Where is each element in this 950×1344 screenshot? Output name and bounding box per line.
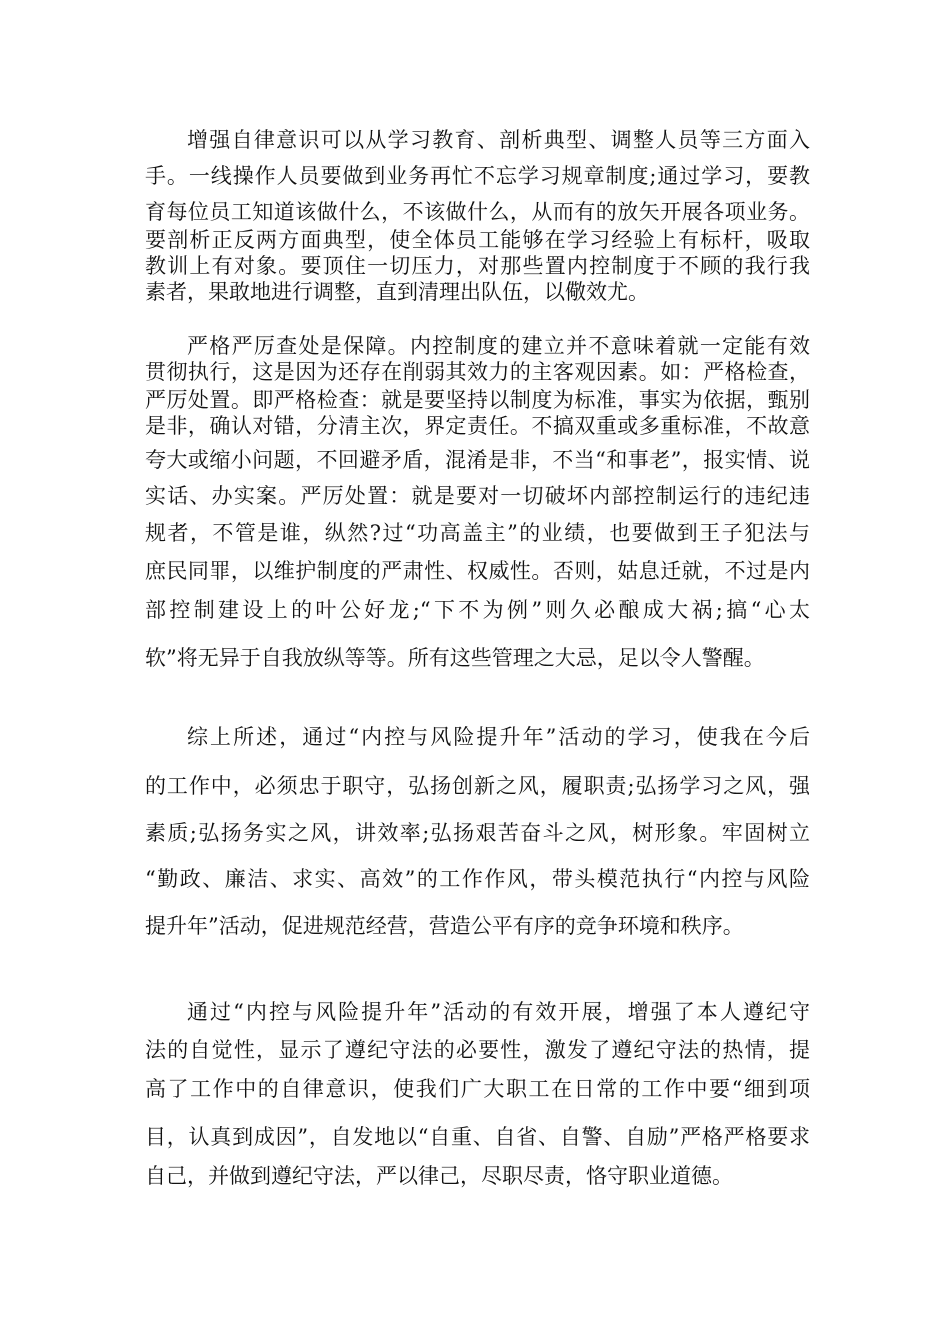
text-line: “勤政、廉洁、求实、高效”的工作作风，带头模范执行“内控与风险 — [145, 867, 810, 891]
text-line: 要剖析正反两方面典型，使全体员工能够在学习经验上有标杆，吸取 — [145, 228, 810, 252]
text-line: 目，认真到成因”，自发地以“自重、自省、自警、自励”严格严格要求 — [145, 1125, 810, 1149]
text-line: 软”将无异于自我放纵等等。所有这些管理之大忌，足以令人警醒。 — [145, 646, 765, 670]
text-line: 素质;弘扬务实之风，讲效率;弘扬艰苦奋斗之风，树形象。牢固树立 — [145, 821, 810, 845]
text-line: 夸大或缩小问题，不回避矛盾，混淆是非，不当“和事老”，报实情、说 — [145, 448, 810, 472]
text-line: 的工作中，必须忠于职守，弘扬创新之风，履职责;弘扬学习之风，强 — [145, 774, 810, 798]
text-line: 规者，不管是谁，纵然?过“功高盖主”的业绩，也要做到王子犯法与 — [145, 521, 810, 545]
text-line: 自己，并做到遵纪守法，严以律己，尽职尽责，恪守职业道德。 — [145, 1164, 733, 1188]
text-line: 严格严厉查处是保障。内控制度的建立并不意味着就一定能有效 — [187, 334, 810, 358]
text-line: 贯彻执行，这是因为还存在削弱其效力的主客观因素。如：严格检查， — [145, 360, 810, 384]
text-line: 增强自律意识可以从学习教育、剖析典型、调整人员等三方面入 — [187, 128, 810, 152]
text-line: 实话、办实案。严厉处置：就是要对一切破坏内部控制运行的违纪违 — [145, 484, 810, 508]
text-line: 严厉处置。即严格检查：就是要坚持以制度为标准，事实为依据，甄别 — [145, 388, 810, 412]
text-line: 部控制建设上的叶公好龙;“下不为例”则久必酿成大祸;搞“心太 — [145, 598, 810, 622]
text-line: 素者，果敢地进行调整，直到清理出队伍，以儆效尤。 — [145, 280, 649, 304]
text-line: 手。一线操作人员要做到业务再忙不忘学习规章制度;通过学习，要教 — [145, 164, 810, 188]
text-line: 育每位员工知道该做什么，不该做什么，从而有的放矢开展各项业务。 — [145, 200, 810, 224]
text-line: 法的自觉性，显示了遵纪守法的必要性，激发了遵纪守法的热情，提 — [145, 1038, 810, 1062]
text-line: 高了工作中的自律意识，使我们广大职工在日常的工作中要“细到项 — [145, 1077, 810, 1101]
text-line: 是非，确认对错，分清主次，界定责任。不搞双重或多重标准，不故意 — [145, 414, 810, 438]
text-line: 提升年”活动，促进规范经营，营造公平有序的竞争环境和秩序。 — [145, 914, 744, 938]
text-line: 综上所述，通过“内控与风险提升年”活动的学习，使我在今后 — [187, 725, 810, 749]
text-line: 教训上有对象。要顶住一切压力，对那些置内控制度于不顾的我行我 — [145, 254, 810, 278]
text-line: 庶民同罪，以维护制度的严肃性、权威性。否则，姑息迁就，不过是内 — [145, 559, 810, 583]
text-line: 通过“内控与风险提升年”活动的有效开展，增强了本人遵纪守 — [187, 1000, 810, 1024]
